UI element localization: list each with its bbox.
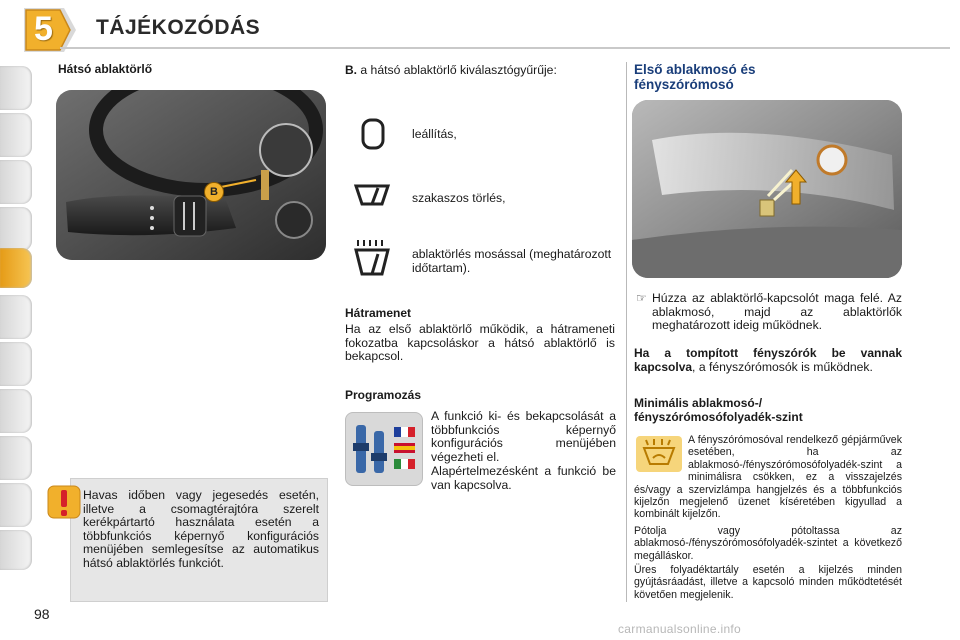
side-tab[interactable]	[0, 483, 32, 527]
refill-text: Pótolja vagy pótoltassa az ablakmosó-/fényszórómosófolyadék-szintet a következő megálláskor.	[634, 525, 902, 562]
exclamation-icon	[46, 484, 82, 520]
side-tab[interactable]	[0, 207, 32, 251]
option-stop-label: leállítás,	[412, 127, 457, 141]
column-divider	[626, 62, 627, 602]
pointing-hand-icon: ☞	[636, 291, 647, 305]
min-level-paragraph: A fényszórómosóval rendelkező gépjárművek esetében, ha az ablakmosó-/fényszórómosófolyadék-szint a minimálisra csökken, ez a visszajelzés és/vagy a szervizlámpa hangjelzés és a többfunkciós kijelzőn megjelenő üzenet kíséretében kigyullad a kombinált kijelzőn.	[634, 434, 902, 521]
callout-b-badge: B	[204, 182, 224, 202]
side-tab-active[interactable]	[0, 248, 32, 288]
headlamp-washer-photo	[632, 100, 902, 278]
programming-text-1: A funkció ki- és bekapcsolását a többfunkciós képernyő konfigurációs menüjében végezheti el.	[431, 409, 616, 464]
option-intermittent-label: szakaszos törlés,	[412, 191, 506, 205]
side-tab[interactable]	[0, 113, 32, 157]
dipped-beam-rest: , a fényszórómosók is működnek.	[692, 359, 873, 374]
dipped-beam-bold: Ha a tompított fényszórók be vannak kapcsolva	[634, 346, 902, 374]
option-wash-wipe-label: ablaktörlés mosással (meghatározott időtartam).	[412, 247, 612, 275]
min-level-heading: Minimális ablakmosó-/ fényszórómosófolyadék-szint	[634, 396, 803, 424]
page-number: 98	[34, 606, 50, 622]
intermittent-wipe-icon	[352, 180, 392, 217]
min-level-text	[634, 434, 902, 521]
side-tab[interactable]	[0, 66, 32, 110]
intro-text: a hátsó ablaktörlő kiválasztógyűrűje:	[357, 63, 557, 77]
reverse-heading: Hátramenet	[345, 306, 412, 320]
side-tab[interactable]	[0, 530, 32, 570]
rear-wiper-heading: Hátsó ablaktörlő	[58, 62, 153, 76]
page-title: TÁJÉKOZÓDÁS	[96, 16, 261, 39]
side-tab[interactable]	[0, 295, 32, 339]
wiper-stalk-photo	[56, 90, 326, 260]
side-tab[interactable]	[0, 342, 32, 386]
side-tab[interactable]	[0, 160, 32, 204]
programming-heading: Programozás	[345, 388, 422, 402]
header-divider	[60, 47, 950, 49]
stop-icon	[358, 118, 388, 155]
empty-tank-text: Üres folyadéktartály esetén a kijelzés minden gyújtásráadást, illetve a kapcsoló minden működtetését követően megjelenik.	[634, 564, 902, 601]
warning-box	[70, 478, 328, 602]
watermark-text: carmanualsonline.info	[618, 622, 742, 636]
washer-instruction: Húzza az ablaktörlő-kapcsolót maga felé. Az ablakmosó, majd az ablaktörlők meghatározott ideig működnek.	[652, 291, 902, 333]
programming-text-2: Alapértelmezésként a funkció be van kapcsolva.	[431, 464, 616, 492]
reverse-text: Ha az első ablaktörlő működik, a hátrameneti fokozatba kapcsoláskor a hátsó ablaktörlő is bekapcsol.	[345, 322, 615, 364]
side-tab[interactable]	[0, 436, 32, 480]
front-washer-heading: Első ablakmosó és fényszórómosó	[634, 62, 756, 92]
intro-letter: B.	[345, 63, 357, 77]
multifunction-screen-icon	[345, 412, 423, 486]
icon-spacer	[634, 434, 688, 478]
wash-wipe-icon	[352, 238, 392, 285]
warning-text: Havas időben vagy jegesedés esetén, illetve a csomagtérajtóra szerelt kerékpártartó használata esetén a többfunkciós képernyő konfigurációs menüjében semlegesítse az automatikus hátsó ablaktörlés funkciót.	[83, 488, 319, 570]
chapter-number: 5	[34, 10, 53, 48]
side-tab[interactable]	[0, 389, 32, 433]
